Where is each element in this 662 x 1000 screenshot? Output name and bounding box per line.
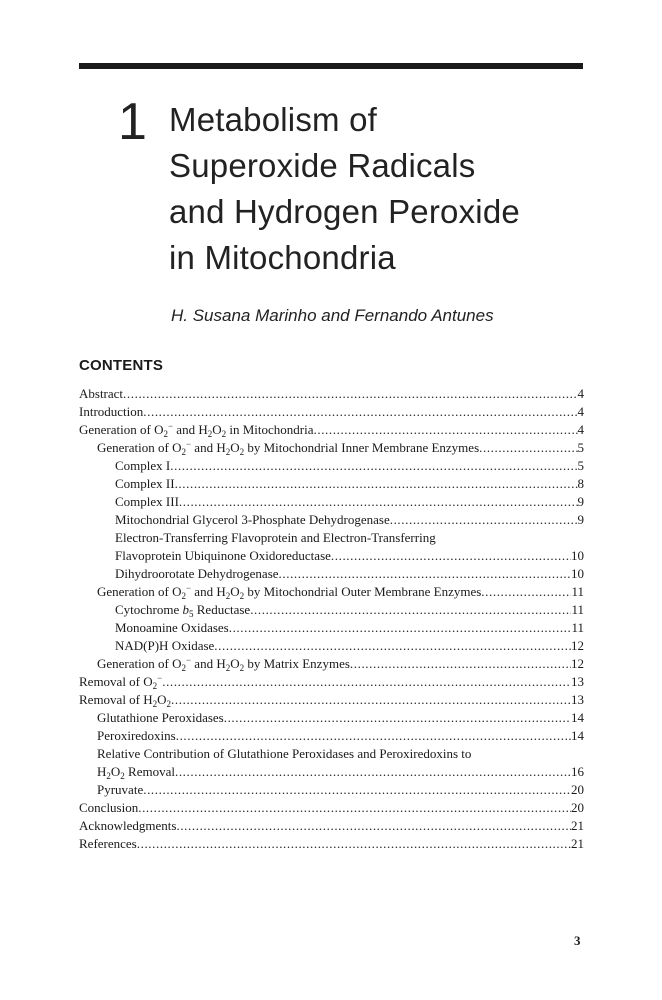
toc-entry[interactable]	[79, 547, 584, 565]
toc-title-fragment: Flavoprotein Ubiquinone Oxidoreductase	[115, 548, 331, 563]
toc-leader-dots	[170, 457, 577, 475]
toc-page-number: 16	[571, 764, 584, 779]
chapter-title	[169, 97, 589, 281]
toc-entry-title	[97, 583, 481, 601]
toc-title-fragment: Peroxiredoxins	[97, 728, 176, 743]
toc-page-number: 5	[577, 440, 584, 455]
toc-title-fragment: Complex II	[115, 476, 175, 491]
toc-entry-title	[79, 673, 162, 691]
toc-entry-title	[115, 565, 279, 583]
toc-title-fragment: 2	[225, 591, 231, 601]
toc-entry[interactable]	[79, 835, 584, 853]
toc-title-fragment: 2	[239, 447, 245, 457]
toc-title-fragment: 2	[181, 663, 186, 673]
chapter-title-line: and Hydrogen Peroxide	[169, 193, 520, 230]
toc-title-fragment: in Mitochondria	[226, 422, 314, 437]
toc-page-number: 14	[571, 728, 584, 743]
toc-entry-title	[97, 709, 224, 727]
toc-title-fragment: 2	[225, 663, 231, 673]
toc-leader-dots	[479, 439, 577, 457]
toc-leader-dots	[143, 403, 577, 421]
toc-title-fragment: and H	[191, 440, 226, 455]
toc-entry-title	[79, 799, 138, 817]
toc-title-fragment: Generation of O	[79, 422, 164, 437]
table-of-contents	[79, 385, 584, 853]
toc-leader-dots	[138, 799, 571, 817]
toc-title-fragment: 2	[152, 681, 158, 691]
toc-page-number: 12	[571, 638, 584, 653]
toc-leader-dots	[481, 583, 571, 601]
toc-title-fragment: Reductase	[193, 602, 251, 617]
toc-entry-title	[115, 601, 250, 619]
toc-title-fragment: Conclusion	[79, 800, 139, 815]
toc-leader-dots	[229, 619, 572, 637]
toc-page-number: 11	[571, 584, 584, 599]
toc-page-number: 14	[571, 710, 584, 725]
toc-title-fragment: −	[185, 583, 192, 593]
toc-leader-dots	[143, 781, 571, 799]
toc-title-fragment: Removal of O	[79, 674, 153, 689]
toc-leader-dots	[250, 601, 571, 619]
toc-entry-title	[115, 637, 214, 655]
toc-entry[interactable]	[79, 511, 584, 529]
toc-title-fragment: References	[79, 836, 137, 851]
chapter-title-line: Metabolism of	[169, 101, 378, 138]
toc-page-number: 10	[571, 566, 584, 581]
toc-entry[interactable]	[79, 475, 584, 493]
toc-page-number: 13	[571, 674, 584, 689]
toc-title-fragment: 2	[221, 429, 227, 439]
toc-entry[interactable]	[79, 493, 584, 511]
toc-entry[interactable]	[79, 799, 584, 817]
toc-entry-title	[115, 475, 175, 493]
toc-entry-title	[79, 817, 176, 835]
toc-title-fragment: Generation of O	[97, 656, 182, 671]
toc-leader-dots	[224, 709, 571, 727]
top-rule	[79, 63, 583, 69]
toc-title-fragment: Electron-Transferring Flavoprotein and Electron-Transferring	[115, 530, 436, 545]
toc-title-fragment: 2	[207, 429, 213, 439]
toc-title-fragment: O	[110, 764, 121, 779]
toc-entry[interactable]	[79, 745, 584, 763]
toc-title-fragment: O	[230, 584, 240, 599]
toc-title-fragment: 2	[166, 699, 172, 709]
toc-entry[interactable]	[79, 673, 584, 691]
toc-title-fragment: −	[185, 439, 192, 449]
toc-title-fragment: Dihydroorotate Dehydrogenase	[115, 566, 279, 581]
toc-title-fragment: Acknowledgments	[79, 818, 177, 833]
toc-entry[interactable]	[79, 763, 584, 781]
toc-title-fragment: and H	[191, 656, 226, 671]
toc-title-fragment: Removal of H	[79, 692, 153, 707]
toc-page-number: 8	[577, 476, 584, 491]
toc-entry[interactable]	[79, 691, 584, 709]
toc-title-fragment: O	[212, 422, 222, 437]
toc-title-fragment: Complex I	[115, 458, 171, 473]
toc-leader-dots	[279, 565, 571, 583]
toc-page-number: 9	[577, 494, 584, 509]
toc-page-number: 13	[571, 692, 584, 707]
toc-title-fragment: 2	[120, 771, 125, 781]
toc-page-number: 11	[571, 602, 584, 617]
toc-entry-title	[115, 493, 179, 511]
toc-title-fragment: 2	[152, 699, 158, 709]
toc-title-fragment: and H	[173, 422, 208, 437]
chapter-number: 1	[118, 93, 147, 151]
toc-title-fragment: −	[185, 655, 192, 665]
toc-title-fragment: −	[167, 421, 174, 431]
toc-entry-title	[115, 529, 436, 547]
toc-title-fragment: by Mitochondrial Inner Membrane Enzymes	[244, 440, 480, 455]
toc-entry-title	[97, 745, 471, 763]
toc-entry-title	[115, 457, 170, 475]
toc-leader-dots	[162, 673, 571, 691]
contents-heading: CONTENTS	[79, 357, 164, 374]
toc-title-fragment: Cytochrome	[115, 602, 183, 617]
toc-entry-title	[79, 835, 137, 853]
toc-title-fragment: Pyruvate	[97, 782, 144, 797]
toc-entry-title	[79, 691, 171, 709]
toc-leader-dots	[350, 655, 571, 673]
page-number: 3	[574, 933, 581, 948]
toc-entry-title	[115, 511, 390, 529]
toc-title-fragment: Complex III	[115, 494, 179, 509]
toc-title-fragment: NAD(P)H Oxidase	[115, 638, 215, 653]
toc-entry-title	[97, 439, 479, 457]
toc-title-fragment: and H	[191, 584, 226, 599]
toc-title-fragment: Introduction	[79, 404, 144, 419]
toc-entry[interactable]	[79, 583, 584, 601]
toc-page-number: 20	[571, 782, 584, 797]
toc-title-fragment: 2	[225, 447, 231, 457]
toc-title-fragment: Abstract	[79, 386, 124, 401]
toc-title-fragment: Relative Contribution of Glutathione Peroxidases and Peroxiredoxins to	[97, 746, 472, 761]
toc-entry[interactable]	[79, 727, 584, 745]
toc-title-fragment: Generation of O	[97, 440, 182, 455]
toc-leader-dots	[176, 727, 571, 745]
toc-leader-dots	[175, 763, 571, 781]
toc-leader-dots	[171, 691, 571, 709]
toc-entry-title	[79, 421, 314, 439]
toc-title-fragment: by Mitochondrial Outer Membrane Enzymes	[244, 584, 482, 599]
toc-title-fragment: O	[230, 440, 240, 455]
toc-page-number: 11	[571, 620, 584, 635]
toc-leader-dots	[331, 547, 571, 565]
toc-entry[interactable]	[79, 421, 584, 439]
toc-title-fragment: Glutathione Peroxidases	[97, 710, 224, 725]
toc-entry[interactable]	[79, 655, 584, 673]
toc-page-number: 4	[577, 422, 584, 437]
toc-entry-title	[115, 547, 331, 565]
toc-page-number: 21	[571, 818, 584, 833]
toc-leader-dots	[390, 511, 578, 529]
chapter-title-line: Superoxide Radicals	[169, 147, 476, 184]
toc-entry[interactable]	[79, 565, 584, 583]
toc-title-fragment: 2	[181, 591, 186, 601]
toc-title-fragment: 2	[239, 663, 245, 673]
toc-page-number: 5	[577, 458, 584, 473]
toc-entry[interactable]	[79, 637, 584, 655]
toc-leader-dots	[176, 817, 571, 835]
toc-title-fragment: Generation of O	[97, 584, 182, 599]
toc-entry[interactable]	[79, 385, 584, 403]
toc-page-number: 20	[571, 800, 584, 815]
toc-title-fragment: 5	[189, 609, 194, 619]
toc-leader-dots	[137, 835, 571, 853]
toc-entry[interactable]	[79, 601, 584, 619]
toc-title-fragment: H	[97, 764, 107, 779]
toc-page-number: 21	[571, 836, 584, 851]
toc-title-fragment: 2	[181, 447, 186, 457]
toc-entry[interactable]	[79, 817, 584, 835]
toc-title-fragment: O	[230, 656, 240, 671]
toc-entry-title	[97, 727, 176, 745]
toc-page-number: 12	[571, 656, 584, 671]
toc-entry-title	[97, 763, 175, 781]
toc-entry[interactable]	[79, 439, 584, 457]
toc-entry-title	[97, 781, 143, 799]
toc-entry[interactable]	[79, 709, 584, 727]
toc-title-fragment: b	[182, 602, 190, 617]
toc-page-number: 4	[577, 404, 584, 419]
toc-leader-dots	[214, 637, 571, 655]
toc-title-fragment: 2	[239, 591, 245, 601]
toc-page-number: 9	[577, 512, 584, 527]
toc-title-fragment: Mitochondrial Glycerol 3-Phosphate Dehydrogenase	[115, 512, 390, 527]
toc-title-fragment: 2	[106, 771, 111, 781]
toc-entry[interactable]	[79, 529, 584, 547]
toc-page-number: 4	[577, 386, 584, 401]
toc-entry[interactable]	[79, 619, 584, 637]
chapter-authors: H. Susana Marinho and Fernando Antunes	[171, 306, 494, 325]
toc-page-number: 10	[571, 548, 584, 563]
toc-entry-title	[97, 655, 350, 673]
toc-entry[interactable]	[79, 457, 584, 475]
chapter-title-line: in Mitochondria	[169, 239, 396, 276]
toc-leader-dots	[179, 493, 578, 511]
toc-entry-title	[115, 619, 229, 637]
toc-entry-title	[79, 403, 143, 421]
toc-leader-dots	[314, 421, 578, 439]
toc-entry[interactable]	[79, 781, 584, 799]
toc-title-fragment: −	[157, 673, 163, 683]
toc-title-fragment: Monoamine Oxidases	[115, 620, 229, 635]
toc-leader-dots	[175, 475, 578, 493]
toc-entry-title	[79, 385, 123, 403]
toc-entry[interactable]	[79, 403, 584, 421]
toc-title-fragment: by Matrix Enzymes	[244, 656, 350, 671]
toc-title-fragment: Removal	[124, 764, 175, 779]
toc-leader-dots	[123, 385, 577, 403]
toc-title-fragment: 2	[163, 429, 168, 439]
toc-title-fragment: O	[157, 692, 167, 707]
